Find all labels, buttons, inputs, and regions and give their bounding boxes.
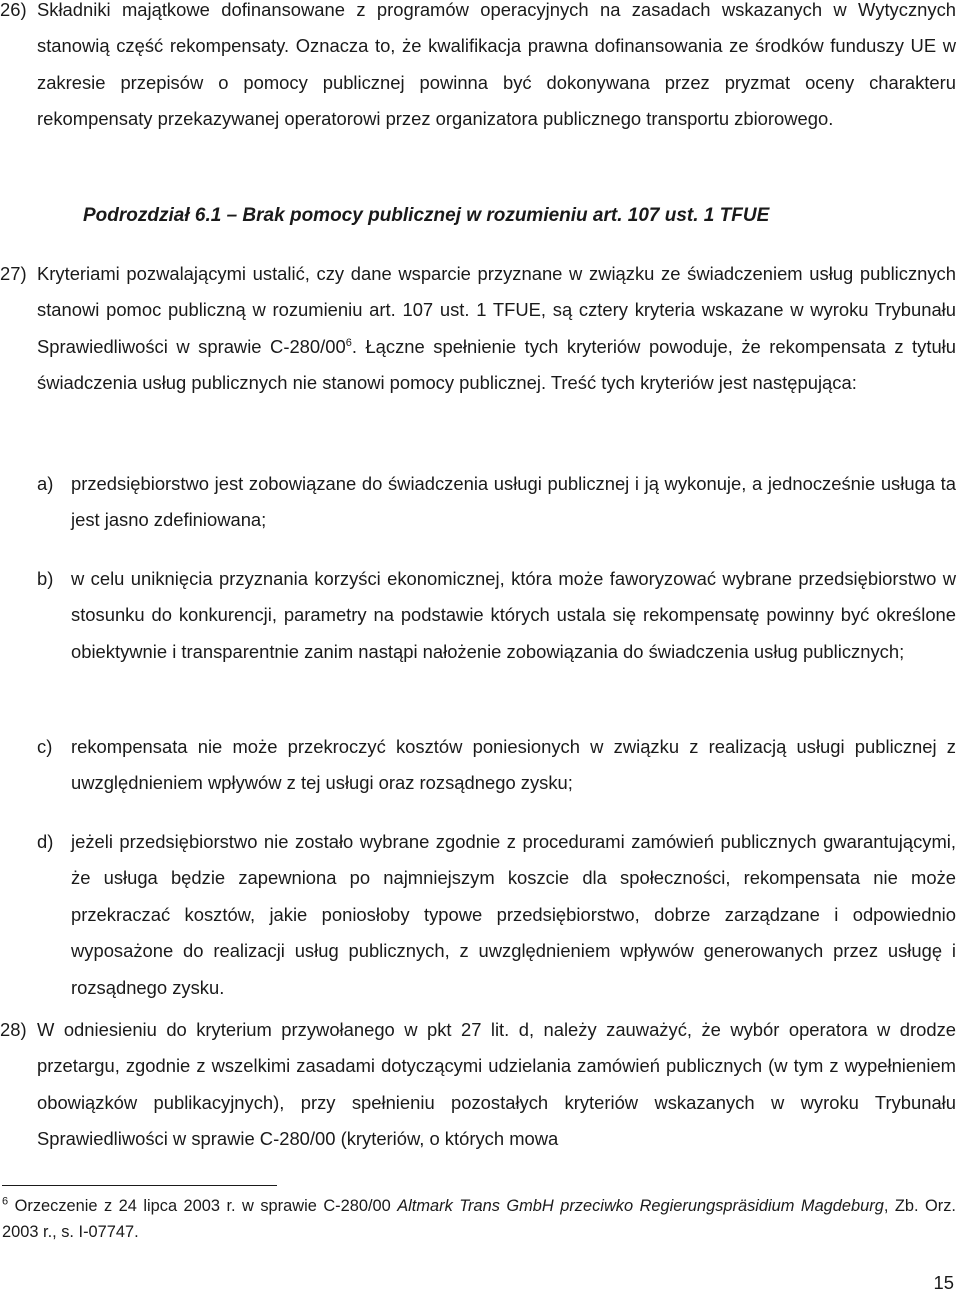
footnote-case-name: Altmark Trans GmbH przeciwko Regierungspräsidium Magdeburg (397, 1197, 884, 1215)
footnote-separator (2, 1185, 277, 1186)
criterion-d (37, 824, 956, 1006)
criterion-text: jeżeli przedsiębiorstwo nie zostało wybrane zgodnie z procedurami zamówień publicznych gwarantującymi, że usługa będzie zapewniona po najmniejszym koszcie dla społeczności, rekompensata nie może przekraczać kosztów, jakie poniosłoby typowe przedsiębiorstwo, dobrze zarządzane i odpowiednio wyposażone do realizacji usług publicznych, z uwzględnieniem wpływów generowanych przez usługę i rozsądnego zysku. (71, 831, 956, 998)
footnote-reference[interactable]: 6 (345, 336, 352, 349)
paragraph-text: Składniki majątkowe dofinansowane z programów operacyjnych na zasadach wskazanych w Wytycznych stanowią część rekompensaty. Oznacza to, że kwalifikacja prawna dofinansowania ze środków funduszy UE w zakresie przepisów o pomocy publicznej powinna być dokonywana przez pryzmat oceny charakteru rekompensaty przekazywanej operatorowi przez organizatora publicznego transportu zbiorowego. (37, 0, 956, 130)
page-number: 15 (933, 1272, 954, 1293)
criterion-text: w celu uniknięcia przyznania korzyści ekonomicznej, która może faworyzować wybrane przedsiębiorstwo w stosunku do konkurencji, parametry na podstawie których ustala się rekompensatę powinny być określone obiektywnie i transparentnie zanim nastąpi nałożenie zobowiązania do świadczenia usług publicznych; (71, 568, 956, 662)
criterion-label: d) (37, 831, 54, 852)
criterion-a (37, 466, 956, 539)
paragraph-number: 28) (0, 1019, 27, 1040)
paragraph-26 (0, 0, 956, 138)
paragraph-text: W odniesieniu do kryterium przywołanego w pkt 27 lit. d, należy zauważyć, że wybór operatora w drodze przetargu, zgodnie z wszelkimi zasadami dotyczącymi udzielania zamówień publicznych (w tym z wypełnieniem obowiązków publikacyjnych), przy spełnieniu pozostałych kryteriów wskazanych w wyroku Trybunału Sprawiedliwości w sprawie C-280/00 (kryteriów, o których mowa (37, 1019, 956, 1150)
criterion-label: a) (37, 473, 54, 494)
footnote-text-part2: , Zb. Orz. 2003 r., s. I-07747. (2, 1197, 956, 1241)
criterion-label: c) (37, 736, 53, 757)
section-heading: Podrozdział 6.1 – Brak pomocy publicznej w rozumieniu art. 107 ust. 1 TFUE (83, 205, 770, 226)
criterion-text: rekompensata nie może przekroczyć kosztów poniesionych w związku z realizacją usługi publicznej z uwzględnieniem wpływów z tej usługi oraz rozsądnego zysku; (71, 736, 956, 794)
footnote-text-part1: Orzeczenie z 24 lipca 2003 r. w sprawie C-280/00 (14, 1197, 398, 1215)
criterion-c (37, 729, 956, 802)
paragraph-27 (0, 256, 956, 402)
footnote (2, 1193, 956, 1245)
footnote-number: 6 (2, 1195, 9, 1208)
criterion-label: b) (37, 568, 54, 589)
paragraph-number: 27) (0, 263, 27, 284)
paragraph-text-part2: . Łączne spełnienie tych kryteriów powoduje, że rekompensata z tytułu świadczenia usług publicznych nie stanowi pomocy publicznej. Treść tych kryteriów jest następująca: (37, 335, 956, 394)
paragraph-28 (0, 1012, 956, 1158)
criterion-b (37, 561, 956, 670)
paragraph-text-part1: Kryteriami pozwalającymi ustalić, czy dane wsparcie przyznane w związku ze świadczeniem usług publicznych stanowi pomoc publiczną w rozumieniu art. 107 ust. 1 TFUE, są cztery kryteria wskazane w wyroku Trybunału Sprawiedliwości w sprawie C-280/00 (37, 263, 956, 357)
paragraph-number: 26) (0, 0, 27, 20)
criterion-text: przedsiębiorstwo jest zobowiązane do świadczenia usługi publicznej i ją wykonuje, a jednocześnie usługa ta jest jasno zdefiniowana; (71, 473, 956, 531)
